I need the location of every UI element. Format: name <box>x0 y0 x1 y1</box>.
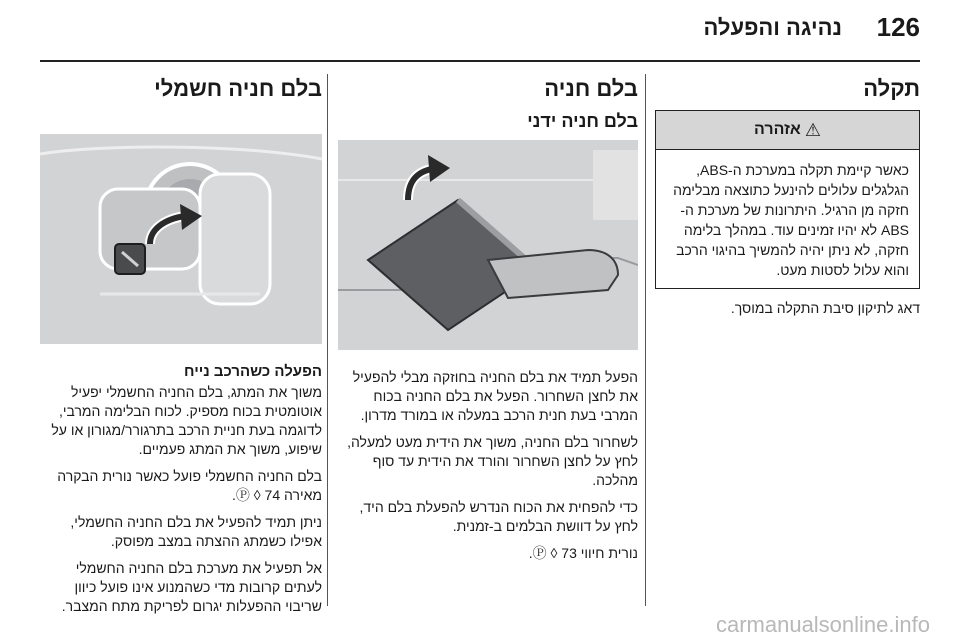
page-number: 126 <box>876 12 920 42</box>
section-title: בלם חניה <box>544 76 638 101</box>
warning-text: כאשר קיימת תקלה במערכת ה-ABS, הגלגלים עלולים להינעל כתוצאה מבלימה חזקה מן הרגיל. היתרונות של מערכת ה-ABS לא יהיו זמינים עוד. במהלך בלימה חזקה, לא ניתן יהיה להמשיך בהיגוי הרכב והוא עלול לסטות מעט. <box>673 162 909 278</box>
note-text: דאג לתיקון סיבת התקלה במוסך. <box>730 300 920 316</box>
reference-page: 74. <box>231 487 281 503</box>
warning-triangle-icon: ⚠ <box>804 119 821 140</box>
section-title: תקלה <box>863 76 920 101</box>
parking-brake-indicator-icon: Ⓟ <box>532 545 547 561</box>
watermark: carmanualsonline.info <box>715 612 930 637</box>
parking-brake-section <box>338 76 638 571</box>
parking-brake-indicator-icon: Ⓟ <box>235 487 250 503</box>
column-divider <box>645 74 646 606</box>
warning-header <box>656 111 919 150</box>
malfunction-section <box>655 76 920 326</box>
electric-parking-brake-section <box>40 76 322 624</box>
reference-page: 73. <box>528 545 577 561</box>
warning-box <box>655 110 920 289</box>
page-header <box>40 12 920 52</box>
reference-text: נורית חיווי <box>580 545 638 561</box>
paragraph: לשחרור בלם החניה, משוך את הידית מעט למעלה, לחץ על לחצן השחרור והורד את הידית עד סוף מהלכה. <box>347 434 638 488</box>
section-title: בלם חניה חשמלי <box>154 76 322 101</box>
chapter-title: נהיגה והפעלה <box>703 15 842 40</box>
paragraph <box>40 467 322 505</box>
manual-handbrake-illustration <box>338 140 638 350</box>
header-rule <box>40 60 920 62</box>
paragraph-text: בלם החניה החשמלי פועל כאשר נורית הבקרה מאירה <box>57 468 322 503</box>
column-divider <box>327 74 328 606</box>
paragraph: אל תפעיל את מערכת בלם החניה החשמלי לעתים קרובות מדי כשהמנוע אינו פועל כיוון שריבוי ההפעלות יגרום לפריקת מתח המצבר. <box>61 560 322 614</box>
subsection-title: בלם חניה ידני <box>527 111 638 131</box>
paragraph: כדי להפחית את הכוח הנדרש להפעלת בלם היד, לחץ על דוושת הבלמים ב-זמנית. <box>359 499 638 534</box>
paragraph: ניתן תמיד להפעיל את בלם החניה החשמלי, אפילו כשמתג ההצתה במצב מפוסק. <box>70 514 322 549</box>
reference-arrow-icon: ◊ <box>253 487 261 503</box>
reference-arrow-icon: ◊ <box>550 545 558 561</box>
paragraph: הפעל תמיד את בלם החניה בחוזקה מבלי להפעיל את לחצן השחרור. הפעל את בלם החניה בכוח המרבי בעת חנית הרכב במעלה או במורד מדרון. <box>352 369 638 423</box>
subheading: הפעלה כשהרכב נייח <box>184 363 322 380</box>
electric-parking-brake-illustration <box>40 134 322 344</box>
reference-line <box>338 544 638 563</box>
warning-title: אזהרה <box>754 121 801 138</box>
paragraph: משוך את המתג, בלם החניה החשמלי יפעיל אוטומטית בכוח מספיק. לכוח הבלימה המרבי, לדוגמה בעת חניית הרכב בתרגורר/מגורון או על שיפוע, משוך את המתג פעמיים. <box>51 384 322 457</box>
